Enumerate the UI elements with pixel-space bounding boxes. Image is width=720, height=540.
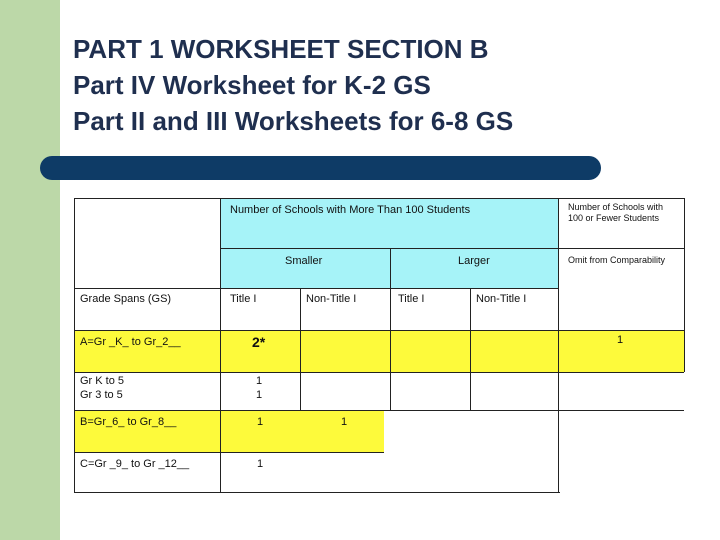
table-line-3 (74, 330, 684, 331)
table-bottom-border (74, 492, 560, 493)
row-b-label: B=Gr_6_ to Gr_8__ (80, 416, 177, 428)
col-nontitle-larger: Non-Title I (476, 293, 527, 305)
col-nontitle-smaller: Non-Title I (306, 293, 357, 305)
row-a-omit: 1 (617, 334, 624, 346)
row-a-label: A=Gr _K_ to Gr_2__ (80, 336, 181, 348)
table-top-border (74, 198, 684, 199)
title-line-1: PART 1 WORKSHEET SECTION B (73, 34, 489, 64)
smaller-label: Smaller (285, 255, 323, 267)
table-vline-larger (390, 248, 391, 410)
row-35-label: Gr 3 to 5 (80, 389, 123, 401)
table-line-gs-top (74, 288, 220, 289)
col-title1-smaller: Title I (230, 293, 257, 305)
row-c-smaller-title1: 1 (257, 458, 264, 470)
table-line-6 (74, 452, 384, 453)
larger-label: Larger (458, 255, 490, 267)
table-left-border (74, 198, 75, 492)
table-vline-smaller-mid (300, 288, 301, 410)
row-b-smaller-nontitle: 1 (341, 416, 348, 428)
table-vline-fewer (558, 198, 559, 492)
col-title1-larger: Title I (398, 293, 425, 305)
title-underline-band (40, 156, 601, 180)
row-c-label: C=Gr _9_ to Gr _12__ (80, 458, 190, 470)
omit-label: Omit from Comparability (568, 255, 666, 265)
row-b-smaller-title1: 1 (257, 416, 264, 428)
table-line-1 (220, 248, 684, 249)
table-vline-larger-mid (470, 288, 471, 410)
row-35-value: 1 (256, 389, 263, 401)
header-fewer-text: Number of Schools with 100 or Fewer Students (568, 202, 664, 223)
table-right-border (684, 198, 685, 372)
header-more-text: Number of Schools with More Than 100 Students (230, 204, 471, 216)
row-a-smaller-title1: 2* (252, 334, 266, 350)
larger-cell (390, 248, 558, 288)
table-vline-gs (220, 198, 221, 492)
table-line-4 (74, 372, 684, 373)
row-k5-value: 1 (256, 375, 263, 387)
title-line-2: Part IV Worksheet for K-2 GS (73, 70, 431, 100)
grade-spans-label: Grade Spans (GS) (80, 293, 172, 305)
table-line-5 (74, 410, 684, 411)
row-k5-label: Gr K to 5 (80, 375, 125, 387)
table-line-2 (220, 288, 558, 289)
title-line-3: Part II and III Worksheets for 6-8 GS (73, 106, 514, 136)
smaller-cell (220, 248, 390, 288)
